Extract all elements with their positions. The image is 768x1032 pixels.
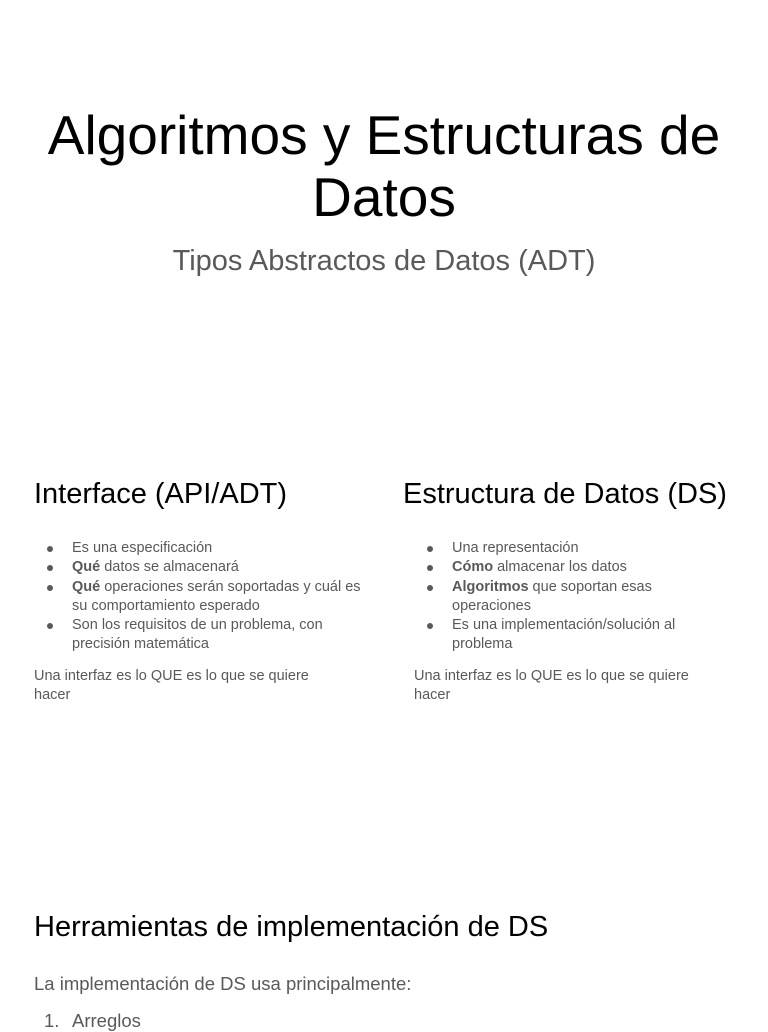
slide-subtitle: Tipos Abstractos de Datos (ADT) <box>172 245 596 277</box>
slide-title: Algoritmos y Estructuras de Datos <box>47 104 721 228</box>
bullet-bold-text: Qué <box>72 578 101 595</box>
interface-bullet-item <box>34 578 364 617</box>
interface-heading: Interface (API/ADT) <box>34 478 288 510</box>
data-structure-heading: Estructura de Datos (DS) <box>403 478 727 510</box>
bullet-bold-text: Algoritmos <box>452 578 529 595</box>
interface-bullet-list <box>34 539 364 655</box>
bullet-text: Es una especificación <box>72 540 213 556</box>
implementation-tools-heading: Herramientas de implementación de DS <box>34 911 549 943</box>
data-structure-note: Una interfaz es lo QUE es lo que se quiere hacer <box>414 668 689 704</box>
interface-bullet-item <box>34 616 364 655</box>
data-structure-bullet-item <box>414 616 714 655</box>
bullet-text: Una representación <box>452 540 579 556</box>
bullet-bold-text: Cómo <box>452 559 494 576</box>
implementation-list-item <box>34 1010 141 1032</box>
data-structure-bullet-item <box>414 558 714 577</box>
bullet-text: almacenar los datos <box>493 559 627 576</box>
interface-note: Una interfaz es lo QUE es lo que se quiere hacer <box>34 668 309 704</box>
data-structure-bullet-item <box>414 539 714 558</box>
data-structure-bullet-list <box>414 539 714 655</box>
list-item-text: Arreglos <box>72 1010 141 1031</box>
bullet-text: operaciones serán soportadas y cuál es su comportamiento esperado <box>72 578 361 614</box>
bullet-text: que soportan esas operaciones <box>452 578 652 614</box>
bullet-text: Es una implementación/solución al problema <box>452 617 676 653</box>
implementation-intro: La implementación de DS usa principalmente: <box>34 973 412 994</box>
bullet-bold-text: Qué <box>72 559 101 576</box>
implementation-list <box>34 1010 141 1032</box>
interface-bullet-item <box>34 558 364 577</box>
list-number: 1. <box>44 1010 60 1031</box>
interface-bullet-item <box>34 539 364 558</box>
bullet-text: Son los requisitos de un problema, con precisión matemática <box>72 617 323 653</box>
bullet-text: datos se almacenará <box>100 559 239 576</box>
data-structure-bullet-item <box>414 578 714 617</box>
